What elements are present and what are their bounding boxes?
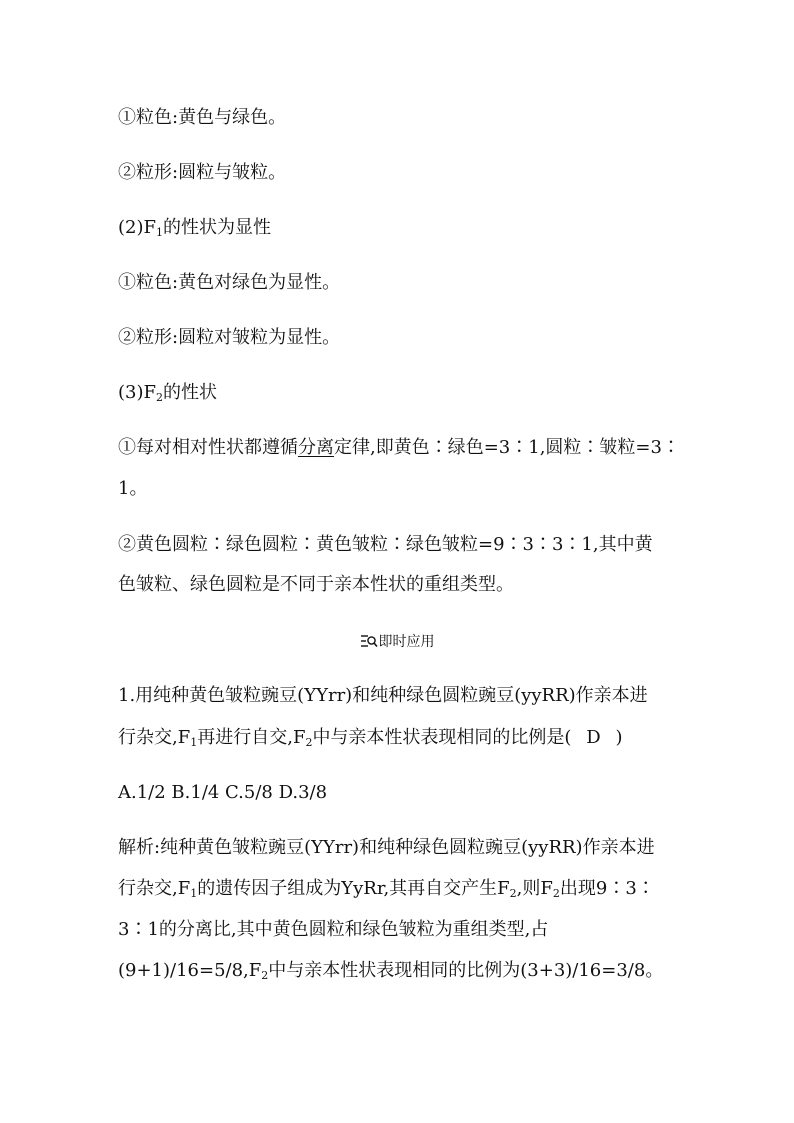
explanation-text: 3∶1的分离比,其中黄色圆粒和绿色皱粒为重组类型,占	[118, 919, 549, 940]
text-span: 的性状为显性	[163, 217, 271, 238]
text-span: ,则F	[516, 878, 553, 899]
answer-options: A.1/2 B.1/4 C.5/8 D.3/8	[118, 782, 328, 803]
answer-letter: D	[586, 727, 601, 748]
subscript: 2	[552, 887, 560, 900]
text-span: )	[615, 727, 623, 748]
text-line: ②粒形:圆粒与皱粒。	[118, 162, 287, 183]
explanation-text: 解析:纯种黄色皱粒豌豆(YYrr)和纯种绿色圆粒豌豆(yyRR)作亲本进	[118, 837, 655, 858]
heading-text: 即时应用	[378, 634, 435, 650]
subscript: 2	[305, 736, 313, 749]
text-span: 出现9∶3∶	[559, 878, 655, 899]
subheading-f2	[118, 382, 718, 404]
text-line: ②黄色圆粒∶绿色圆粒∶黄色皱粒∶绿色皱粒=9∶3∶3∶1,其中黄	[118, 534, 653, 555]
text-line	[118, 437, 718, 459]
text-span: 定律,即黄色∶绿色=3∶1,圆粒∶皱粒=3∶	[334, 437, 680, 458]
text-line: 色皱粒、绿色圆粒是不同于亲本性状的重组类型。	[118, 574, 514, 595]
section-heading-application	[0, 632, 794, 652]
text-span: 再进行自交,F	[197, 727, 306, 748]
text-line: ②粒形:圆粒对皱粒为显性。	[118, 327, 341, 348]
text-span: ①每对相对性状都遵循	[118, 437, 298, 458]
text-line: ①粒色:黄色与绿色。	[118, 107, 287, 128]
explanation-text	[118, 878, 718, 900]
text-span: 的遗传因子组成为YyRr,其再自交产生F	[197, 878, 510, 899]
text-span: (3)F	[118, 382, 156, 403]
text-span: 的性状	[163, 382, 217, 403]
explanation-text	[118, 960, 718, 982]
subscript: 2	[261, 969, 269, 982]
text-line: ①粒色:黄色对绿色为显性。	[118, 272, 341, 293]
subscript: 2	[156, 391, 163, 404]
text-span: 行杂交,F	[118, 727, 191, 748]
text-span: 中与亲本性状表现相同的比例是(	[312, 727, 572, 748]
search-list-icon	[360, 634, 378, 648]
text-span: 中与亲本性状表现相同的比例为(3+3)/16=3/8。	[268, 960, 664, 981]
underlined-term: 分离	[298, 437, 334, 458]
text-line: 1。	[118, 478, 148, 499]
text-span: 行杂交,F	[118, 878, 191, 899]
text-span: (9+1)/16=5/8,F	[118, 960, 262, 981]
subscript: 1	[190, 736, 198, 749]
subheading-f1	[118, 217, 718, 239]
subscript: 1	[156, 226, 163, 239]
question-text	[118, 727, 718, 749]
text-span: (2)F	[118, 217, 156, 238]
subscript: 2	[509, 887, 517, 900]
subscript: 1	[190, 887, 198, 900]
question-text: 1.用纯种黄色皱粒豌豆(YYrr)和纯种绿色圆粒豌豆(yyRR)作亲本进	[118, 685, 648, 706]
